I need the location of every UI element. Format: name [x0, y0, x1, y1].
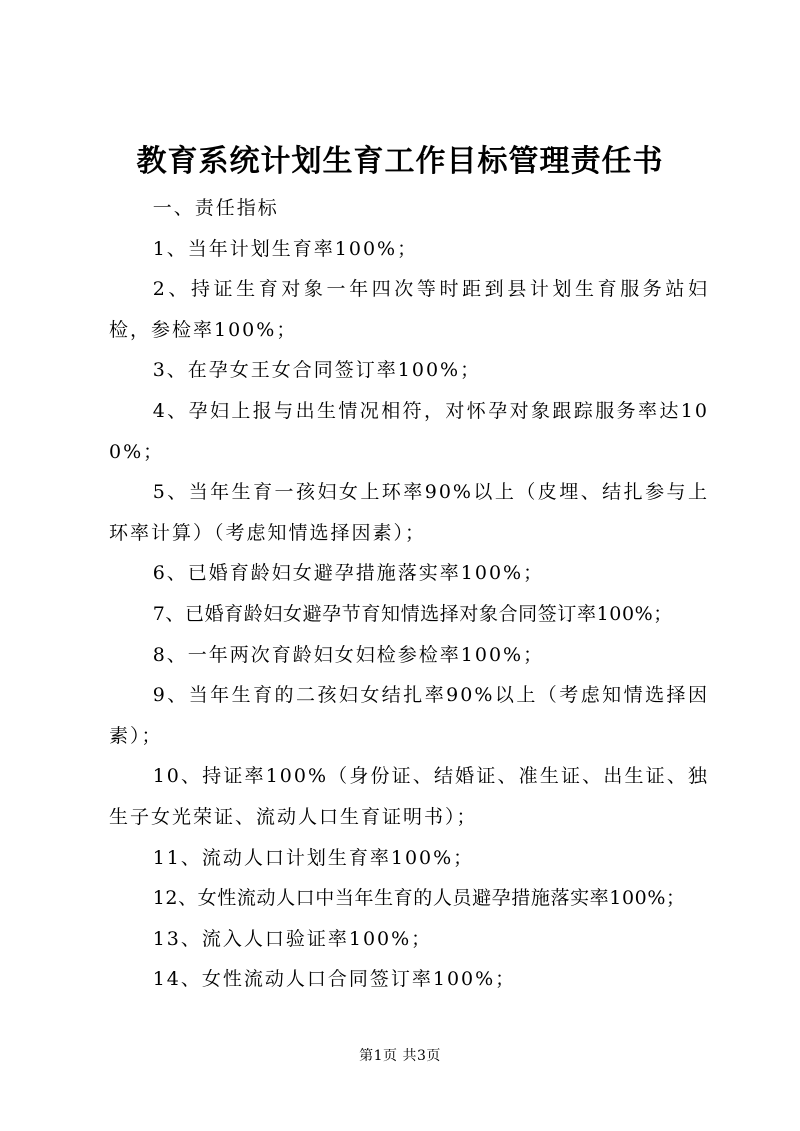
document-title: 教育系统计划生育工作目标管理责任书 — [136, 144, 664, 179]
paragraph: 2、持证生育对象一年四次等时距到县计划生育服务站妇检，参检率100%； — [109, 278, 709, 341]
paragraph: 8、一年两次育龄妇女妇检参检率100%； — [152, 643, 545, 666]
paragraph: 6、已婚育龄妇女避孕措施落实率100%； — [152, 562, 545, 585]
paragraph: 9、当年生育的二孩妇女结扎率90%以上（考虑知情选择因素）； — [109, 684, 709, 747]
paragraph: 10、持证率100%（身份证、结婚证、准生证、出生证、独生子女光荣证、流动人口生育证明书）； — [109, 765, 709, 828]
paragraph: 7、已婚育龄妇女避孕节育知情选择对象合同签订率100%； — [152, 602, 673, 625]
paragraph: 12、女性流动人口中当年生育的人员避孕措施落实率100%； — [152, 887, 686, 910]
paragraph: 11、流动人口计划生育率100%； — [152, 846, 475, 869]
document-body — [109, 188, 709, 1000]
paragraph: 4、孕妇上报与出生情况相符，对怀孕对象跟踪服务率达100%； — [109, 399, 709, 463]
paragraph: 1、当年计划生育率100%； — [152, 237, 419, 260]
paragraph: 5、当年生育一孩妇女上环率90%以上（皮埋、结扎参与上环率计算）（考虑知情选择因素）； — [109, 481, 709, 544]
section-heading: 一、责任指标 — [152, 197, 279, 219]
paragraph: 3、在孕女王女合同签订率100%； — [152, 359, 482, 382]
paragraph: 13、流入人口验证率100%； — [152, 927, 433, 950]
page-number-footer: 第1页 共3页 — [359, 1048, 441, 1064]
paragraph: 14、女性流动人口合同签订率100%； — [152, 968, 517, 991]
